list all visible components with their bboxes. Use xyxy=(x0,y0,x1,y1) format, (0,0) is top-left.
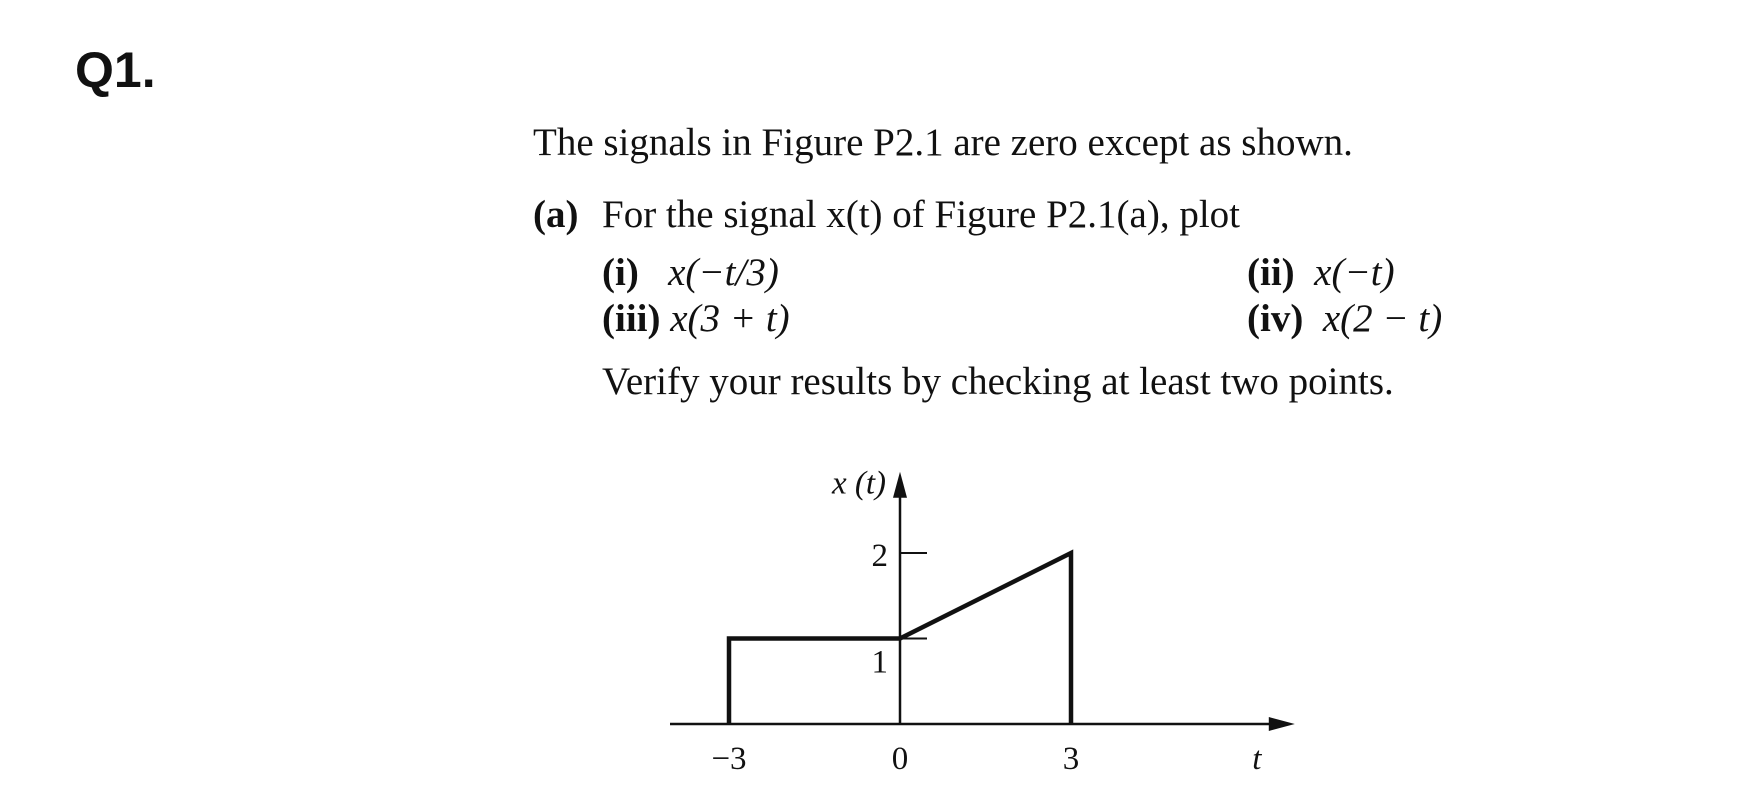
subpart-iv-label: (iv) xyxy=(1247,297,1304,340)
subpart-iii-label: (iii) xyxy=(602,297,661,340)
x-axis-label: t xyxy=(1252,741,1262,777)
x-axis-arrow xyxy=(1269,717,1295,731)
subpart-i-expr: x(−t/3) xyxy=(668,251,779,294)
part-a-text: For the signal x(t) of Figure P2.1(a), plot xyxy=(602,193,1240,236)
subpart-ii-expr: x(−t) xyxy=(1314,251,1395,294)
subpart-ii-label: (ii) xyxy=(1247,251,1295,294)
subpart-i-label: (i) xyxy=(602,251,639,294)
part-a-label: (a) xyxy=(533,193,579,236)
y-axis-arrow xyxy=(893,472,907,498)
x-tick-label-0: 0 xyxy=(891,741,909,777)
question-number: Q1. xyxy=(75,42,156,98)
verify-instruction: Verify your results by checking at least two points. xyxy=(602,360,1394,403)
y-tick-label-1: 1 xyxy=(871,644,888,681)
y-tick-label-2: 2 xyxy=(871,538,888,574)
x-tick-label-3: 3 xyxy=(1062,741,1080,777)
subpart-iv-expr: x(2 − t) xyxy=(1322,297,1443,340)
subpart-iii-expr: x(3 + t) xyxy=(670,297,790,340)
x-tick-label--3: −3 xyxy=(711,741,747,777)
y-axis-label: x (t) xyxy=(831,465,886,502)
problem-intro: The signals in Figure P2.1 are zero except as shown. xyxy=(533,121,1353,164)
